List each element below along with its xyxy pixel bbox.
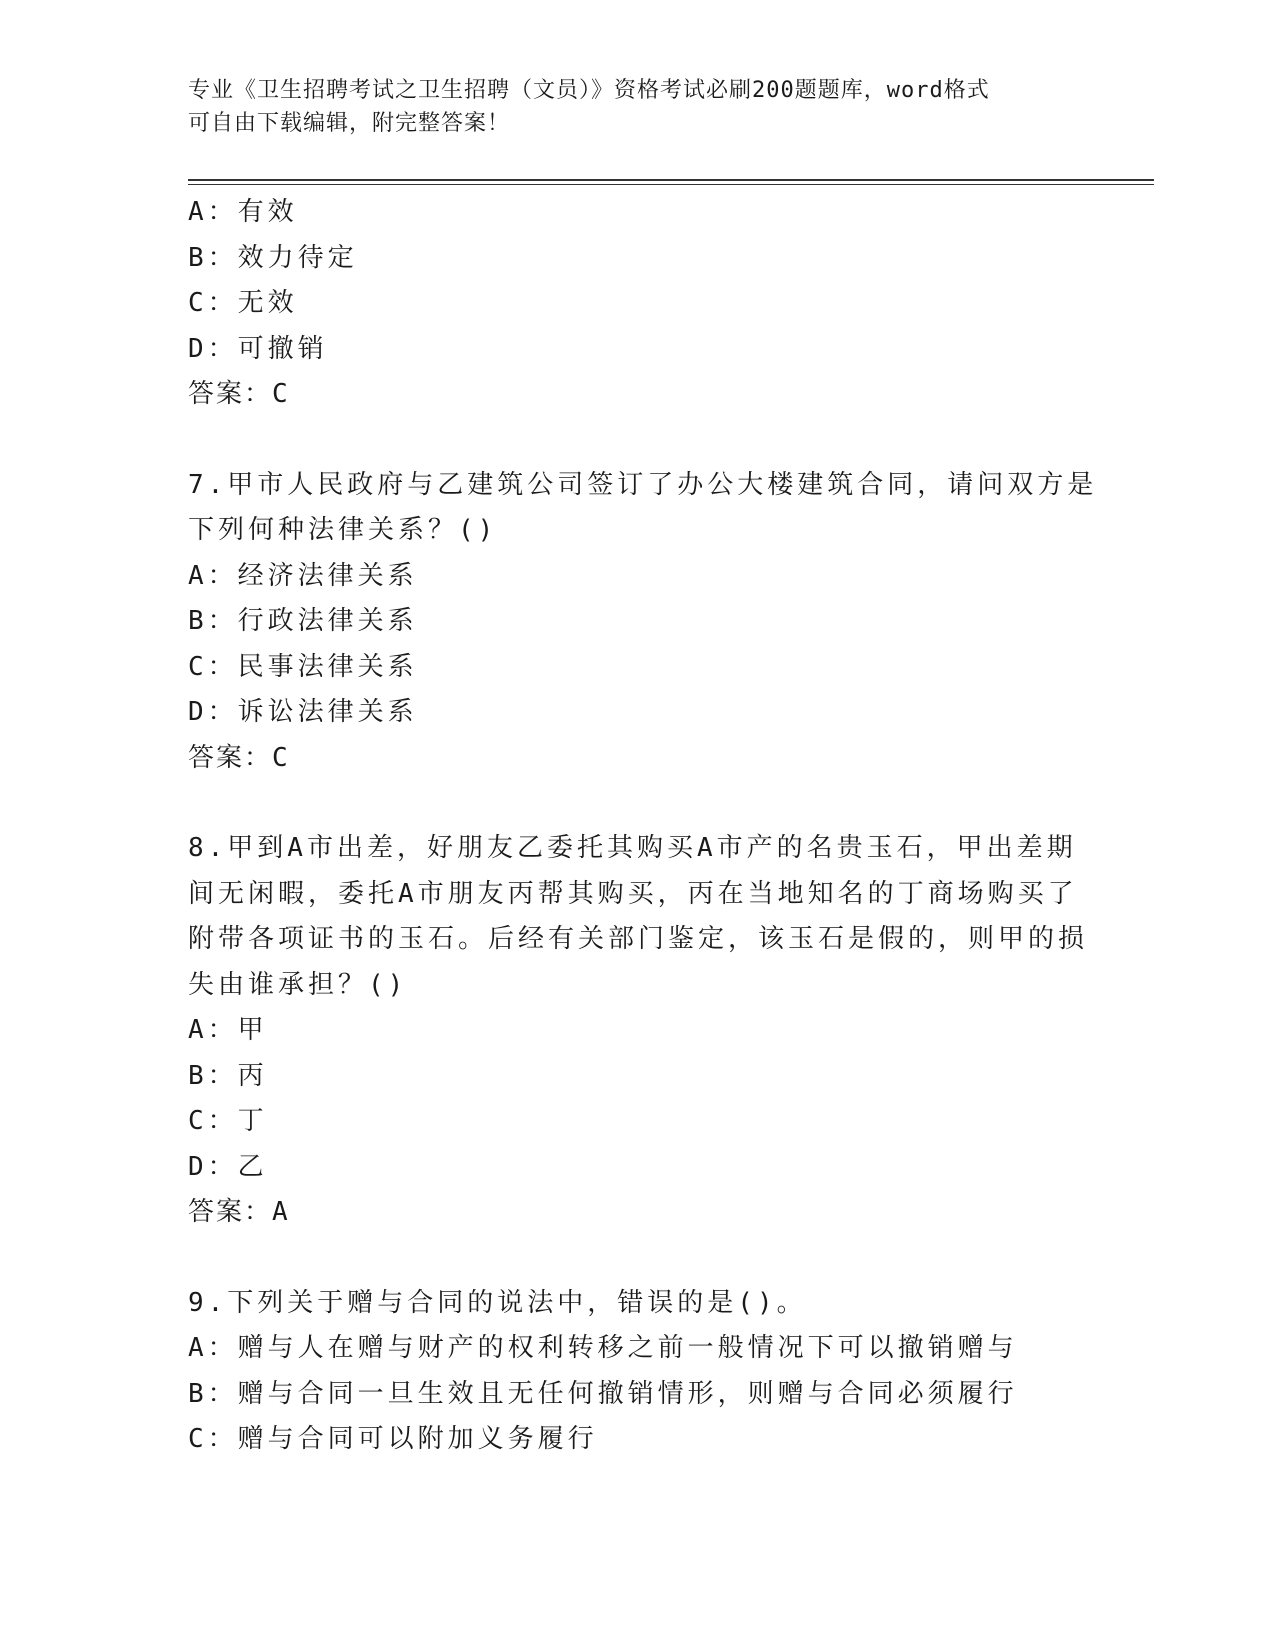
header-line: 可自由下载编辑，附完整答案！ [188, 111, 511, 136]
question-stem: 失由谁承担？() [188, 969, 408, 1000]
header-line: 专业《卫生招聘考试之卫生招聘（文员）》资格考试必刷200题题库，word格式 [188, 78, 990, 103]
question-stem: 7.甲市人民政府与乙建筑公司签订了办公大楼建筑合同，请问双方是 [188, 469, 1098, 500]
option-a: A：有效 [188, 197, 298, 227]
option-b: B：丙 [188, 1060, 268, 1091]
option-c: C：赠与合同可以附加义务履行 [188, 1424, 598, 1454]
question-block [188, 190, 1088, 418]
option-d: D：乙 [188, 1151, 268, 1182]
question-block [188, 826, 1088, 1236]
option-d: D：可撤销 [188, 333, 328, 364]
answer: 答案：C [188, 379, 290, 409]
question-stem: 下列何种法律关系？() [188, 515, 498, 545]
question-block [188, 1281, 1088, 1463]
option-a: A：甲 [188, 1015, 268, 1045]
option-b: B：效力待定 [188, 242, 358, 273]
option-b: B：行政法律关系 [188, 606, 418, 636]
option-b: B：赠与合同一旦生效且无任何撤销情形，则赠与合同必须履行 [188, 1378, 1018, 1409]
option-c: C：无效 [188, 288, 298, 318]
answer: 答案：C [188, 742, 290, 773]
question-stem: 9.下列关于赠与合同的说法中，错误的是()。 [188, 1287, 807, 1318]
question-block [188, 463, 1098, 782]
page-header [188, 74, 1088, 140]
answer: 答案：A [188, 1197, 290, 1227]
option-a: A：赠与人在赠与财产的权利转移之前一般情况下可以撤销赠与 [188, 1333, 1018, 1363]
header-divider [188, 179, 1154, 185]
option-c: C：民事法律关系 [188, 651, 418, 682]
question-stem: 8.甲到A市出差，好朋友乙委托其购买A市产的名贵玉石，甲出差期 [188, 833, 1077, 863]
option-c: C：丁 [188, 1106, 268, 1136]
question-stem: 间无闲暇，委托A市朋友丙帮其购买，丙在当地知名的丁商场购买了 [188, 878, 1078, 909]
option-d: D：诉讼法律关系 [188, 697, 418, 727]
question-list [188, 190, 1098, 1463]
option-a: A：经济法律关系 [188, 560, 418, 591]
question-stem: 附带各项证书的玉石。后经有关部门鉴定，该玉石是假的，则甲的损 [188, 924, 1089, 954]
